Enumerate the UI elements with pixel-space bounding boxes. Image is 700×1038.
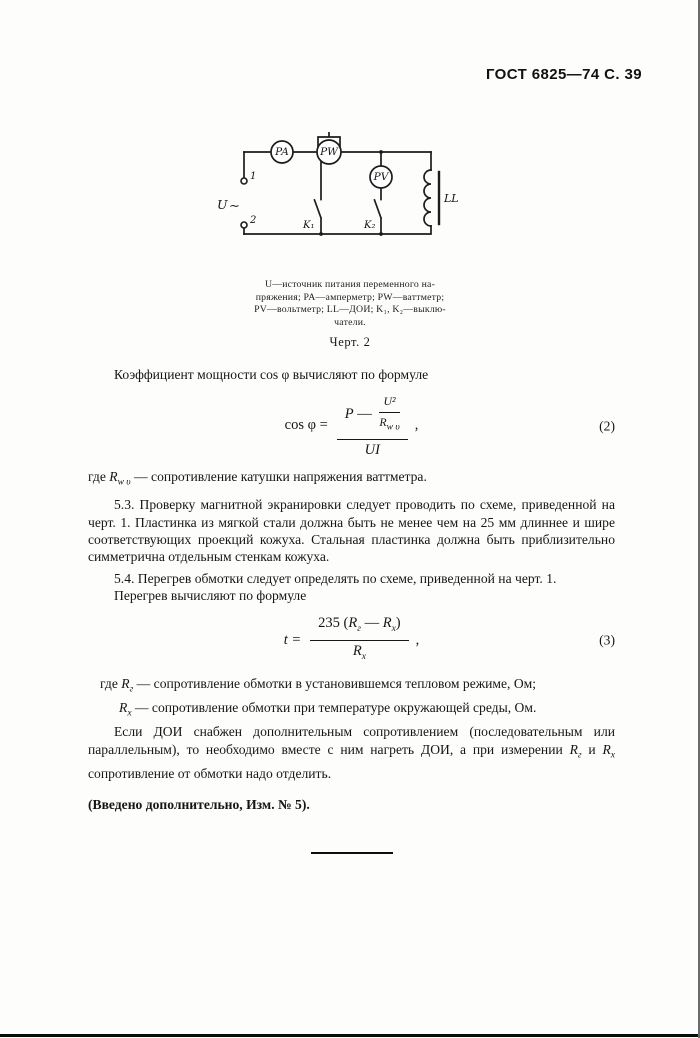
var-R-wu-sub: w υ <box>386 422 400 433</box>
terminal-2-label: 2 <box>250 215 257 226</box>
var-R-cold: R <box>602 741 611 757</box>
text-segment: и <box>581 741 603 757</box>
minus-sign: — <box>353 406 376 423</box>
where-pre: где <box>88 468 110 484</box>
formula-2-fraction <box>337 393 408 459</box>
document-body <box>88 366 615 854</box>
figure-caption-line-4: чатели. <box>334 316 366 328</box>
figure-caption <box>254 279 446 329</box>
formula-3-numerator <box>310 615 408 641</box>
source-tilde-symbol: ∼ <box>229 199 240 214</box>
var-R-cold-sub: х <box>610 750 615 761</box>
equation-number-3: (3) <box>599 632 615 648</box>
var-R-hot: R <box>348 614 358 631</box>
junction-dot-top <box>379 150 383 154</box>
formula-2-lhs: cos φ = <box>284 417 328 434</box>
var-t: t = <box>283 631 302 648</box>
where-pre: где <box>100 676 122 692</box>
formula-3-comma: , <box>415 631 420 648</box>
switch-k1-branch <box>315 161 322 234</box>
end-of-section-rule <box>311 852 393 854</box>
where-clause-r-cold <box>88 699 615 723</box>
close-paren: ) <box>395 614 401 631</box>
where-clause-rwu <box>88 468 615 492</box>
inner-numerator <box>379 393 399 412</box>
amendment-note: (Введено дополнительно, Изм. № 5). <box>88 797 310 813</box>
figure-caption-line-1: U—источник питания переменного на- <box>264 279 436 290</box>
terminal-1-label: 1 <box>250 171 257 182</box>
var-P: P <box>344 406 354 423</box>
scan-edge-bottom <box>0 1034 700 1037</box>
page-header-ref: ГОСТ 6825—74 С. 39 <box>485 66 642 83</box>
var-R-sub: г <box>129 684 134 695</box>
where-post: — сопротивление обмотки при температуре окружающей среды, Ом. <box>131 700 537 716</box>
var-R: R <box>119 700 128 716</box>
formula-3-lhs <box>284 632 301 649</box>
paragraph-cos-intro: Коэффициент мощности cos φ вычисляют по формуле <box>114 367 429 382</box>
figure-caption-line-2: пряжения; PA—амперметр; PW—ваттметр; <box>255 291 445 303</box>
formula-2-denominator <box>337 440 408 459</box>
var-UI: UI <box>364 441 380 458</box>
text-segment: сопротивление от обмотки надо отделить. <box>88 765 332 781</box>
var-R-cold-den: R <box>352 642 362 659</box>
ammeter-label: PA <box>275 146 289 158</box>
inductor-label: LL <box>444 192 459 205</box>
var-U-squared: U² <box>383 394 396 409</box>
figure-caption-line-3: PV—вольтметр; LL—ДОИ; K₁, K₂—выклю- <box>254 304 446 316</box>
var-R: R <box>109 468 118 484</box>
formula-3 <box>88 615 615 667</box>
where-post: — сопротивление обмотки в установившемся тепловом режиме, Ом; <box>133 676 537 692</box>
var-R: R <box>121 676 130 692</box>
formula-3-denominator <box>310 641 408 666</box>
inner-denominator <box>379 413 399 437</box>
formula-2-comma: , <box>414 417 419 434</box>
wattmeter-label: PW <box>320 146 338 158</box>
var-R-wu: R <box>379 414 387 429</box>
var-R-hot-sub: г <box>577 750 582 761</box>
coef-235: 235 ( <box>318 614 349 631</box>
figure-label: Черт. 2 <box>329 335 371 350</box>
var-R-sub: х <box>127 708 132 719</box>
terminal-1-post <box>241 178 247 184</box>
equation-number-2: (2) <box>599 418 615 434</box>
formula-2-inner-fraction <box>379 393 399 436</box>
circuit-diagram <box>214 132 464 262</box>
var-R-hot-sub: г <box>357 623 361 634</box>
formula-2-numerator <box>337 393 408 439</box>
wire-right-bottom <box>244 152 431 234</box>
var-R-hot: R <box>569 741 578 757</box>
switch-k2-label: K₂ <box>364 220 376 231</box>
terminal-2-post <box>241 222 247 228</box>
text-segment: Если ДОИ снабжен дополнительным сопротивлением (последовательным или параллельным), то необходимо вместе с ним нагреть ДОИ, а при измерении <box>88 724 615 757</box>
voltmeter-label: PV <box>373 171 389 183</box>
paragraph-doi-note <box>88 723 615 782</box>
paragraph-5-4-line2: Перегрев вычисляют по формуле <box>114 588 307 604</box>
formula-2 <box>88 393 615 459</box>
var-R-cold: R <box>382 614 392 631</box>
where-post: — сопротивление катушки напряжения ваттметра. <box>130 468 427 484</box>
figure-2 <box>0 132 700 350</box>
var-R-cold-sub: х <box>391 623 396 634</box>
var-R-cold-den-sub: х <box>361 651 366 662</box>
var-R-sub: w υ <box>117 477 131 488</box>
paragraph-5-4-line1: 5.4. Перегрев обмотки следует определять по схеме, приведенной на черт. 1. <box>114 570 557 586</box>
junction-dot-k2 <box>379 232 383 236</box>
where-clause-r-hot <box>88 675 615 699</box>
junction-dot-k1 <box>319 232 323 236</box>
switch-k1-label: K₁ <box>303 220 315 231</box>
source-label: U <box>217 197 228 212</box>
minus-sign: — <box>360 614 383 631</box>
inductor-coil <box>424 170 431 226</box>
paragraph-5-3: 5.3. Проверку магнитной экранировки следует проводить по схеме, приведенной на черт. 1. Пластинка из мягкой стали должна быть не менее чем на 25 мм длиннее и шире соответствующих проекций кожуха. Стальная пластинка должна быть приблизительно симметрична отдельным стенкам кожуха. <box>88 497 615 565</box>
formula-3-fraction <box>310 615 408 667</box>
